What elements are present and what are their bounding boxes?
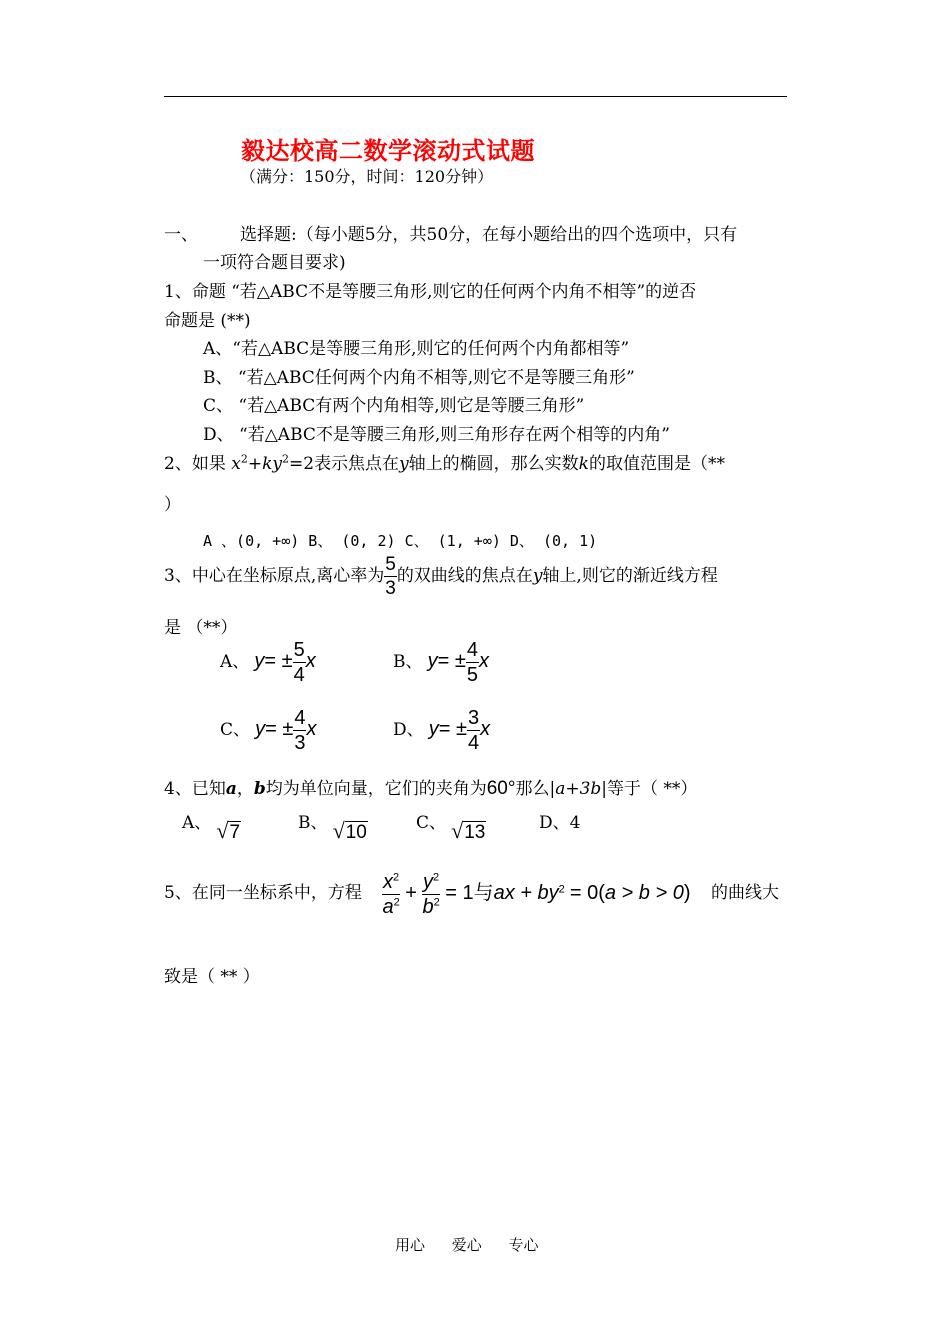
- q4-middle: 均为单位向量，它们的夹角为: [265, 779, 487, 799]
- q5-prefix: 5、在同一坐标系中，方程: [164, 883, 362, 903]
- q2-prefix: 2、如果: [164, 454, 226, 474]
- q3-option-c: C、 y= ± $\frac{4}{3}$ x: [220, 707, 317, 754]
- q1-option-a: A、“若△ABC是等腰三角形,则它的任何两个内角都相等”: [203, 339, 630, 359]
- q5-line2: 致是（ ** ）: [164, 967, 260, 987]
- q5-equation: $\frac{x^2}{a^2}$ + $\frac{y^2}{b^2}$ = 1与ax + $by^2 = 0(a > b > 0)$: [382, 871, 691, 918]
- page-footer: 用心 爱心 专心: [395, 1236, 539, 1254]
- q1-option-b: B、 “若△ABC任何两个内角不相等,则它不是等腰三角形”: [203, 368, 635, 388]
- q4-b: b: [253, 779, 266, 799]
- q4-line1: [164, 774, 697, 800]
- q3-middle: 的双曲线的焦点在: [396, 566, 533, 586]
- q1-line2: 命题是 (**): [164, 311, 251, 331]
- q2-y-axis: y: [399, 454, 409, 474]
- page-title: 毅达校高二数学滚动式试题: [241, 137, 535, 165]
- q5-fraction-y: $\frac{y^2}{b^2}$: [422, 871, 440, 918]
- q4-suffix2: |等于（ **）: [601, 779, 698, 799]
- q2-suffix: 的取值范围是（**: [588, 454, 725, 474]
- q4-expr: a+3b: [555, 779, 602, 799]
- q3-option-a: A、 y= ± $\frac{5}{4}$ x: [220, 639, 316, 686]
- q2-middle: 表示焦点在: [314, 454, 400, 474]
- q4-angle: 60°: [486, 778, 516, 799]
- q2-y-exp: 2: [282, 452, 289, 466]
- q5-suffix: 的曲线大: [711, 883, 779, 903]
- q4-option-a: A、 √7: [182, 813, 241, 843]
- q5-fraction-x: $\frac{x^2}{a^2}$: [382, 871, 400, 918]
- q2-y: y: [272, 454, 282, 474]
- q2-x-exp: 2: [240, 452, 248, 466]
- q2-plus: +: [247, 454, 263, 474]
- q2-k: k: [262, 454, 273, 474]
- q1-option-d: D、 “若△ABC不是等腰三角形,则三角形存在两个相等的内角”: [203, 425, 670, 445]
- q1-option-c: C、 “若△ABC有两个内角相等,则它是等腰三角形”: [203, 396, 585, 416]
- q2-line2: ）: [164, 495, 181, 515]
- header-rule: [164, 96, 787, 97]
- page-subtitle: （满分：150分，时间：120分钟）: [240, 167, 494, 186]
- q3-line2: 是 （**）: [164, 618, 238, 638]
- q4-a: a: [225, 779, 237, 799]
- q1-line1: 1、命题 “若△ABC不是等腰三角形,则它的任何两个内角不相等”的逆否: [164, 282, 697, 302]
- q2-eq: =2: [289, 454, 315, 474]
- q4-suffix1: 那么|: [515, 779, 556, 799]
- q3-option-b: B、 y= ± $\frac{4}{5}$ x: [393, 639, 489, 686]
- q4-option-d: D、4: [539, 813, 581, 833]
- q3-suffix: 轴上,则它的渐近线方程: [542, 566, 718, 586]
- section-heading-line1: 选择题:（每小题5分，共50分，在每小题给出的四个选项中，只有: [240, 225, 738, 245]
- q4-comma: ，: [236, 779, 254, 799]
- q2-line1: [164, 449, 725, 474]
- q3-eccentricity-fraction: $\frac{5}{3}$: [385, 554, 396, 599]
- q3-prefix: 3、中心在坐标原点,离心率为: [164, 566, 385, 586]
- q2-middle2: 轴上的椭圆，那么实数: [408, 454, 579, 474]
- section-number: 一、: [164, 225, 198, 245]
- q4-option-b: B、 √10: [298, 813, 367, 843]
- q3-y: y: [532, 566, 543, 586]
- q4-prefix: 4、已知: [164, 779, 226, 799]
- q2-options: A 、(0, +∞) B、 (0, 2) C、 (1, +∞) D、 (0, 1): [203, 532, 598, 550]
- q3-option-d: D、 y= ± $\frac{3}{4}$ x: [393, 707, 491, 754]
- q3-line1: [164, 555, 718, 598]
- q4-option-c: C、 √13: [416, 813, 486, 843]
- q2-x: x: [231, 454, 241, 474]
- section-heading-line2: 一项符合题目要求): [203, 253, 346, 273]
- q2-k2: k: [578, 454, 589, 474]
